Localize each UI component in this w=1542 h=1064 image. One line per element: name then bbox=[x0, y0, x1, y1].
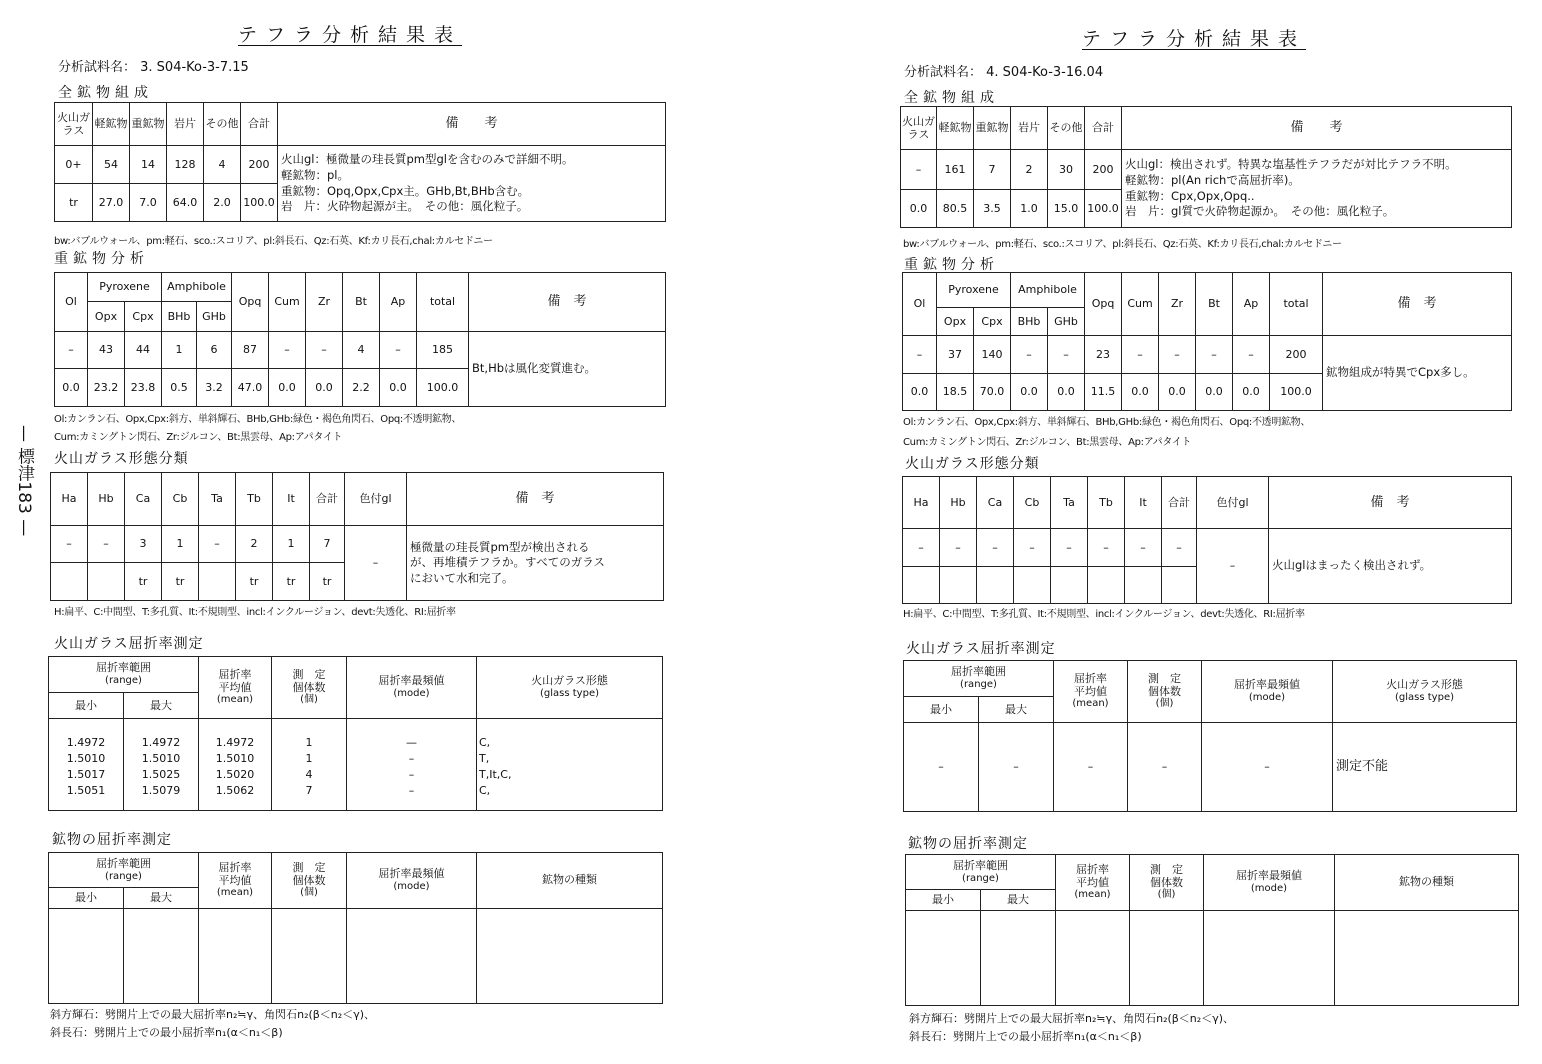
cell: 1.0 bbox=[1011, 190, 1048, 228]
h-range: 屈折率範囲 (range) bbox=[49, 853, 199, 888]
cell: 100.0 bbox=[241, 184, 278, 222]
h-range: 屈折率範囲 (range) bbox=[906, 855, 1056, 890]
h-cpx: Cpx bbox=[974, 308, 1011, 336]
cell: 1 bbox=[162, 332, 197, 369]
ri-count-cell: 1 1 4 7 bbox=[272, 719, 347, 811]
cell: 0.0 bbox=[1011, 374, 1048, 411]
h-ca: Ca bbox=[125, 473, 162, 526]
h-cb: Cb bbox=[162, 473, 199, 526]
h-max: 最大 bbox=[124, 888, 199, 909]
section-glass-ri: 火山ガラス屈折率測定 bbox=[54, 636, 204, 652]
empty-cell bbox=[1335, 911, 1519, 1006]
cell: 7 bbox=[310, 526, 345, 563]
empty-cell bbox=[49, 909, 124, 1004]
note-heavy-a: Ol:カンラン石、Opx,Cpx:斜方、単斜輝石、BHb,GHb:緑色・褐色角閃石、Opq:不透明鉱物、 bbox=[903, 417, 1311, 428]
h-tb: Tb bbox=[1088, 477, 1125, 529]
h-zr: Zr bbox=[306, 273, 343, 332]
h-hb: Hb bbox=[940, 477, 977, 529]
cell: – bbox=[1051, 529, 1088, 567]
cell: tr bbox=[55, 184, 93, 222]
note-abbrev: bw:バブルウォール、pm:軽石、sco.:スコリア、pl:斜長石、Qz:石英、Kf:カリ長石,chal:カルセドニー bbox=[903, 239, 1342, 250]
cell: 2 bbox=[1011, 150, 1048, 190]
section-glass-morphology: 火山ガラス形態分類 bbox=[905, 456, 1040, 472]
cell: – bbox=[269, 332, 306, 369]
cell bbox=[940, 567, 977, 604]
h-cum: Cum bbox=[269, 273, 306, 332]
note-heavy-a: Ol:カンラン石、Opx,Cpx:斜方、単斜輝石、BHb,GHb:緑色・褐色角閃石、Opq:不透明鉱物、 bbox=[54, 414, 462, 425]
footnote-1: 斜方輝石：劈開片上での最大屈折率n₂≒γ、角閃石n₂(β＜n₂＜γ)、 bbox=[909, 1012, 1234, 1025]
h-colored-glass: 色付gl bbox=[345, 473, 407, 526]
cell: tr bbox=[125, 563, 162, 601]
cell: 128 bbox=[167, 146, 204, 184]
right-page bbox=[771, 0, 1542, 1064]
cell: – bbox=[1088, 529, 1125, 567]
h-min: 最小 bbox=[49, 693, 124, 719]
h-mineral-kind: 鉱物の種類 bbox=[477, 853, 663, 909]
cell: 0.0 bbox=[1048, 374, 1085, 411]
h-colored-glass: 色付gl bbox=[1197, 477, 1269, 529]
h-mean: 屈折率 平均値 (mean) bbox=[199, 853, 272, 909]
note-heavy-b: Cum:カミングトン閃石、Zr:ジルコン、Bt:黒雲母、Ap:アパタイト bbox=[903, 437, 1192, 448]
cell: 200 bbox=[1270, 336, 1323, 374]
cell: – bbox=[88, 526, 125, 563]
h-rock-fragment: 岩片 bbox=[167, 103, 204, 146]
cell: 0.0 bbox=[901, 190, 937, 228]
cell bbox=[977, 567, 1014, 604]
cell: – bbox=[199, 526, 236, 563]
cell bbox=[1162, 567, 1197, 604]
h-remarks: 備 考 bbox=[1122, 107, 1512, 150]
cell: 0.0 bbox=[380, 369, 417, 407]
glass-ri-table bbox=[903, 660, 1517, 812]
cell: – bbox=[51, 526, 88, 563]
h-range: 屈折率範囲 (range) bbox=[904, 661, 1054, 697]
h-ol: Ol bbox=[903, 273, 937, 336]
h-ap: Ap bbox=[380, 273, 417, 332]
h-pyroxene: Pyroxene bbox=[937, 273, 1011, 308]
cell: – bbox=[977, 529, 1014, 567]
cell: 18.5 bbox=[937, 374, 974, 411]
cell: 4 bbox=[343, 332, 380, 369]
cell bbox=[199, 563, 236, 601]
cell: 0.0 bbox=[1196, 374, 1233, 411]
h-ta: Ta bbox=[1051, 477, 1088, 529]
ri-type-cell: C, T, T,It,C, C, bbox=[477, 719, 663, 811]
cell: – bbox=[1014, 529, 1051, 567]
h-min: 最小 bbox=[49, 888, 124, 909]
h-cum: Cum bbox=[1122, 273, 1159, 336]
cell: – bbox=[1162, 529, 1197, 567]
cell: 100.0 bbox=[417, 369, 469, 407]
page-title: テフラ分析結果表 bbox=[238, 24, 463, 46]
h-range: 屈折率範囲 (range) bbox=[49, 657, 199, 693]
cell: 0.0 bbox=[269, 369, 306, 407]
h-mode: 屈折率最頻値 (mode) bbox=[1204, 855, 1335, 911]
cell: 3.5 bbox=[974, 190, 1011, 228]
cell: – bbox=[1011, 336, 1048, 374]
h-ol: Ol bbox=[55, 273, 88, 332]
cell: 15.0 bbox=[1048, 190, 1085, 228]
h-light-mineral: 軽鉱物 bbox=[93, 103, 130, 146]
cell: tr bbox=[162, 563, 199, 601]
h-count: 測 定 個体数 (個) bbox=[272, 853, 347, 909]
h-volcanic-glass: 火山ガラス bbox=[55, 103, 93, 146]
cell: 70.0 bbox=[974, 374, 1011, 411]
cell: 80.5 bbox=[937, 190, 974, 228]
footnote-2: 斜長石：劈開片上での最小屈折率n₁(α＜n₁＜β) bbox=[909, 1030, 1142, 1043]
empty-cell bbox=[477, 909, 663, 1004]
all-mineral-table bbox=[900, 106, 1512, 228]
cell: 44 bbox=[125, 332, 162, 369]
h-zr: Zr bbox=[1159, 273, 1196, 336]
cell: – bbox=[940, 529, 977, 567]
empty-cell bbox=[981, 911, 1056, 1006]
page-title: テフラ分析結果表 bbox=[1082, 28, 1307, 50]
note-glass: H:扁平、C:中間型、T:多孔質、It:不規則型、incl:インクルージョン、devt:失透化、RI:屈折率 bbox=[54, 607, 456, 618]
ri-mode-cell: – bbox=[1202, 723, 1333, 812]
empty-cell bbox=[906, 911, 981, 1006]
h-mean: 屈折率 平均値 (mean) bbox=[1054, 661, 1128, 723]
empty-cell bbox=[124, 909, 199, 1004]
cell: 3.2 bbox=[197, 369, 232, 407]
cell: – bbox=[903, 529, 940, 567]
remarks-cell: Bt,Hbは風化変質進む。 bbox=[469, 332, 666, 407]
h-mode: 屈折率最頻値 (mode) bbox=[347, 657, 477, 719]
empty-cell bbox=[1056, 911, 1130, 1006]
h-it: It bbox=[273, 473, 310, 526]
cell: 0.0 bbox=[1159, 374, 1196, 411]
cell: 47.0 bbox=[232, 369, 269, 407]
h-count: 測 定 個体数 (個) bbox=[272, 657, 347, 719]
h-hb: Hb bbox=[88, 473, 125, 526]
cell bbox=[88, 563, 125, 601]
note-heavy-b: Cum:カミングトン閃石、Zr:ジルコン、Bt:黒雲母、Ap:アパタイト bbox=[54, 432, 343, 443]
ri-max-cell: 1.4972 1.5010 1.5025 1.5079 bbox=[124, 719, 199, 811]
h-opq: Opq bbox=[1085, 273, 1122, 336]
cell: – bbox=[901, 150, 937, 190]
cell: – bbox=[1233, 336, 1270, 374]
cell: – bbox=[1159, 336, 1196, 374]
cell: – bbox=[55, 332, 88, 369]
h-glass-type: 火山ガラス形態 (glass type) bbox=[477, 657, 663, 719]
remarks-cell: 火山gl：検出されず。特異な塩基性テフラだが対比テフラ不明。 軽鉱物：pl(An richで高屈折率)。 重鉱物：Cpx,Opx,Opq.. 岩 片：gl質で火砕物起源か。 その他：風化粒子。 bbox=[1122, 150, 1512, 228]
h-max: 最大 bbox=[981, 890, 1056, 911]
cell: 2 bbox=[236, 526, 273, 563]
section-mineral-ri: 鉱物の屈折率測定 bbox=[908, 836, 1028, 852]
remarks-cell: 鉱物組成が特異でCpx多し。 bbox=[1323, 336, 1512, 411]
cell: 7.0 bbox=[130, 184, 167, 222]
h-total: total bbox=[417, 273, 469, 332]
h-volcanic-glass: 火山ガラス bbox=[901, 107, 937, 150]
h-max: 最大 bbox=[979, 697, 1054, 723]
empty-cell bbox=[347, 909, 477, 1004]
h-count: 測 定 個体数 (個) bbox=[1130, 855, 1204, 911]
h-total: total bbox=[1270, 273, 1323, 336]
ri-mean-cell: – bbox=[1054, 723, 1128, 812]
mineral-ri-table bbox=[48, 852, 663, 1004]
ri-min-cell: 1.4972 1.5010 1.5017 1.5051 bbox=[49, 719, 124, 811]
h-total: 合計 bbox=[1085, 107, 1122, 150]
cell: 2.0 bbox=[204, 184, 241, 222]
cell: – bbox=[306, 332, 343, 369]
cell: – bbox=[1125, 529, 1162, 567]
cell: 4 bbox=[204, 146, 241, 184]
remarks-cell: 火山glはまったく検出されず。 bbox=[1269, 529, 1512, 604]
h-bhb: BHb bbox=[162, 302, 197, 332]
h-it: It bbox=[1125, 477, 1162, 529]
section-glass-morphology: 火山ガラス形態分類 bbox=[54, 451, 189, 467]
heavy-mineral-table bbox=[54, 272, 666, 407]
glass-ri-table bbox=[48, 656, 663, 811]
cell: 0.0 bbox=[306, 369, 343, 407]
h-ta: Ta bbox=[199, 473, 236, 526]
ri-count-cell: – bbox=[1128, 723, 1202, 812]
glass-morphology-table bbox=[50, 472, 664, 601]
h-rock-fragment: 岩片 bbox=[1011, 107, 1048, 150]
cell: 87 bbox=[232, 332, 269, 369]
cell: 100.0 bbox=[1270, 374, 1323, 411]
h-remarks: 備 考 bbox=[1269, 477, 1512, 529]
cell: – bbox=[903, 336, 937, 374]
section-all-minerals: 全鉱物組成 bbox=[904, 90, 999, 106]
h-opx: Opx bbox=[937, 308, 974, 336]
cell: 140 bbox=[974, 336, 1011, 374]
ri-mode-cell: — – – – bbox=[347, 719, 477, 811]
colored-glass-cell: – bbox=[1197, 529, 1269, 604]
cell bbox=[1088, 567, 1125, 604]
empty-cell bbox=[1130, 911, 1204, 1006]
h-ap: Ap bbox=[1233, 273, 1270, 336]
remarks-cell: 火山gl：極微量の珪長質pm型glを含むのみで詳細不明。 軽鉱物：pl。 重鉱物：Opq,Opx,Cpx主。GHb,Bt,BHb含む。 岩 片：火砕物起源が主。 その他：風化粒子。 bbox=[278, 146, 666, 222]
cell: 0.0 bbox=[903, 374, 937, 411]
cell bbox=[903, 567, 940, 604]
cell: – bbox=[380, 332, 417, 369]
h-cb: Cb bbox=[1014, 477, 1051, 529]
cell: tr bbox=[273, 563, 310, 601]
cell: – bbox=[1196, 336, 1233, 374]
h-other: その他 bbox=[204, 103, 241, 146]
h-ghb: GHb bbox=[197, 302, 232, 332]
h-sum: 合計 bbox=[1162, 477, 1197, 529]
h-pyroxene: Pyroxene bbox=[88, 273, 162, 302]
section-all-minerals: 全鉱物組成 bbox=[58, 85, 153, 101]
cell: 2.2 bbox=[343, 369, 380, 407]
cell: 1 bbox=[162, 526, 199, 563]
cell: 0.0 bbox=[1233, 374, 1270, 411]
footnote-1: 斜方輝石：劈開片上での最大屈折率n₂≒γ、角閃石n₂(β＜n₂＜γ)、 bbox=[50, 1008, 375, 1021]
h-total: 合計 bbox=[241, 103, 278, 146]
h-cpx: Cpx bbox=[125, 302, 162, 332]
cell: 200 bbox=[241, 146, 278, 184]
cell: 27.0 bbox=[93, 184, 130, 222]
cell: tr bbox=[236, 563, 273, 601]
ri-min-cell: – bbox=[904, 723, 979, 812]
cell: 23.2 bbox=[88, 369, 125, 407]
cell bbox=[1125, 567, 1162, 604]
page-number-side: — 標津183 — bbox=[14, 425, 34, 537]
section-mineral-ri: 鉱物の屈折率測定 bbox=[52, 832, 172, 848]
empty-cell bbox=[199, 909, 272, 1004]
left-page bbox=[0, 0, 770, 1064]
cell: 11.5 bbox=[1085, 374, 1122, 411]
ri-max-cell: – bbox=[979, 723, 1054, 812]
h-bhb: BHb bbox=[1011, 308, 1048, 336]
sample-name: 分析試料名： 4. S04-Ko-3-16.04 bbox=[904, 65, 1104, 80]
h-other: その他 bbox=[1048, 107, 1085, 150]
glass-morphology-table bbox=[902, 476, 1512, 604]
cell: 100.0 bbox=[1085, 190, 1122, 228]
section-heavy-minerals: 重鉱物分析 bbox=[904, 257, 999, 273]
h-mode: 屈折率最頻値 (mode) bbox=[347, 853, 477, 909]
section-heavy-minerals: 重鉱物分析 bbox=[54, 251, 149, 267]
footnote-2: 斜長石：劈開片上での最小屈折率n₁(α＜n₁＜β) bbox=[50, 1026, 283, 1039]
h-heavy-mineral: 重鉱物 bbox=[130, 103, 167, 146]
cell: – bbox=[1122, 336, 1159, 374]
sample-name: 分析試料名： 3. S04-Ko-3-7.15 bbox=[58, 60, 249, 75]
h-remarks: 備 考 bbox=[278, 103, 666, 146]
cell: 64.0 bbox=[167, 184, 204, 222]
h-bt: Bt bbox=[1196, 273, 1233, 336]
h-opq: Opq bbox=[232, 273, 269, 332]
h-heavy-mineral: 重鉱物 bbox=[974, 107, 1011, 150]
h-amphibole: Amphibole bbox=[162, 273, 232, 302]
note-abbrev: bw:バブルウォール、pm:軽石、sco.:スコリア、pl:斜長石、Qz:石英、Kf:カリ長石,chal:カルセドニー bbox=[54, 236, 493, 247]
cell bbox=[51, 563, 88, 601]
section-glass-ri: 火山ガラス屈折率測定 bbox=[906, 641, 1056, 657]
h-glass-type: 火山ガラス形態 (glass type) bbox=[1333, 661, 1517, 723]
h-mode: 屈折率最頻値 (mode) bbox=[1202, 661, 1333, 723]
h-mineral-kind: 鉱物の種類 bbox=[1335, 855, 1519, 911]
h-ghb: GHb bbox=[1048, 308, 1085, 336]
cell: 23 bbox=[1085, 336, 1122, 374]
cell: 1 bbox=[273, 526, 310, 563]
cell: 6 bbox=[197, 332, 232, 369]
h-sum: 合計 bbox=[310, 473, 345, 526]
cell: 200 bbox=[1085, 150, 1122, 190]
h-mean: 屈折率 平均値 (mean) bbox=[1056, 855, 1130, 911]
mineral-ri-table bbox=[905, 854, 1519, 1006]
cell bbox=[1051, 567, 1088, 604]
cell: – bbox=[1048, 336, 1085, 374]
cell: 3 bbox=[125, 526, 162, 563]
colored-glass-cell: – bbox=[345, 526, 407, 601]
h-max: 最大 bbox=[124, 693, 199, 719]
cell: 0.0 bbox=[55, 369, 88, 407]
h-amphibole: Amphibole bbox=[1011, 273, 1085, 308]
h-ha: Ha bbox=[51, 473, 88, 526]
empty-cell bbox=[272, 909, 347, 1004]
all-mineral-table bbox=[54, 102, 666, 222]
h-min: 最小 bbox=[906, 890, 981, 911]
cell: 161 bbox=[937, 150, 974, 190]
cell: 0+ bbox=[55, 146, 93, 184]
cell bbox=[1014, 567, 1051, 604]
ri-type-cell: 測定不能 bbox=[1333, 723, 1517, 812]
cell: 23.8 bbox=[125, 369, 162, 407]
h-light-mineral: 軽鉱物 bbox=[937, 107, 974, 150]
note-glass: H:扁平、C:中間型、T:多孔質、It:不規則型、incl:インクルージョン、devt:失透化、RI:屈折率 bbox=[903, 609, 1305, 620]
heavy-mineral-table bbox=[902, 272, 1512, 411]
h-min: 最小 bbox=[904, 697, 979, 723]
h-ca: Ca bbox=[977, 477, 1014, 529]
cell: 54 bbox=[93, 146, 130, 184]
cell: 0.0 bbox=[1122, 374, 1159, 411]
ri-mean-cell: 1.4972 1.5010 1.5020 1.5062 bbox=[199, 719, 272, 811]
cell: 0.5 bbox=[162, 369, 197, 407]
h-remarks: 備 考 bbox=[407, 473, 664, 526]
cell: 43 bbox=[88, 332, 125, 369]
empty-cell bbox=[1204, 911, 1335, 1006]
cell: 185 bbox=[417, 332, 469, 369]
cell: 7 bbox=[974, 150, 1011, 190]
h-bt: Bt bbox=[343, 273, 380, 332]
cell: 30 bbox=[1048, 150, 1085, 190]
h-ha: Ha bbox=[903, 477, 940, 529]
h-remarks: 備 考 bbox=[469, 273, 666, 332]
remarks-cell: 極微量の珪長質pm型が検出される が、再堆積テフラか。すべてのガラス において水和完了。 bbox=[407, 526, 664, 601]
cell: tr bbox=[310, 563, 345, 601]
h-remarks: 備 考 bbox=[1323, 273, 1512, 336]
h-mean: 屈折率 平均値 (mean) bbox=[199, 657, 272, 719]
h-tb: Tb bbox=[236, 473, 273, 526]
cell: 37 bbox=[937, 336, 974, 374]
h-opx: Opx bbox=[88, 302, 125, 332]
cell: 14 bbox=[130, 146, 167, 184]
h-count: 測 定 個体数 (個) bbox=[1128, 661, 1202, 723]
